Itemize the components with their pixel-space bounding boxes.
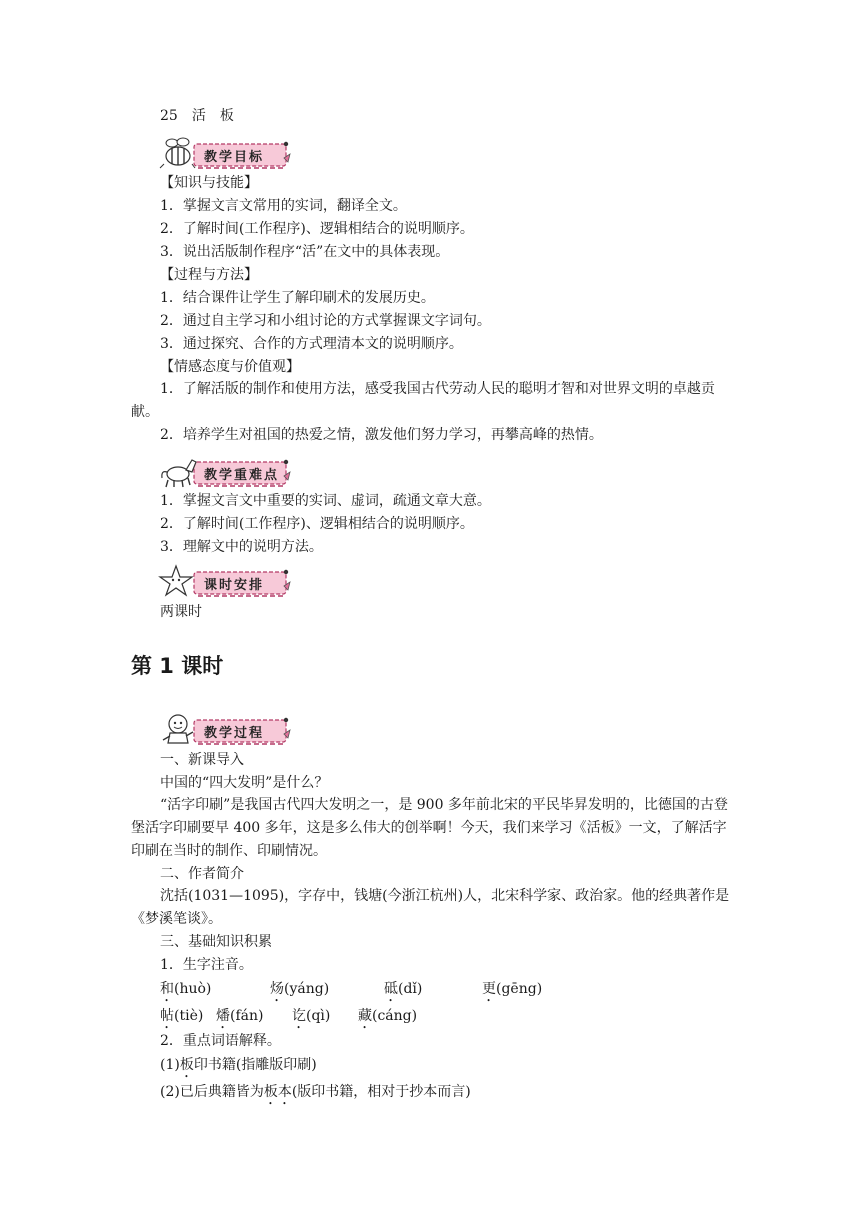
teaching-process-label: 教学过程 xyxy=(204,726,265,741)
pinyin-char: 燔 xyxy=(216,1008,230,1024)
pinyin-reading: (yáng) xyxy=(284,981,330,997)
pinyin-char: 和 xyxy=(160,981,174,997)
pinyin-heading: 1．生字注音。 xyxy=(160,957,253,973)
knowledge-item: 2．了解时间(工作程序)、逻辑相结合的说明顺序。 xyxy=(160,221,474,237)
pinyin-reading: (dǐ) xyxy=(398,981,423,997)
key-points-badge xyxy=(158,452,292,490)
teaching-goals-label: 教学目标 xyxy=(204,150,265,165)
knowledge-heading: 【知识与技能】 xyxy=(160,175,258,191)
pinyin-char: 帖 xyxy=(160,1008,174,1024)
pinyin-reading: (qì) xyxy=(306,1008,331,1024)
pinyin-reading: (cáng) xyxy=(372,1008,418,1024)
pinyin-reading: (gēng) xyxy=(496,981,543,997)
intro-paragraph: “活字印刷”是我国古代四大发明之一，是 900 多年前北宋的平民毕昇发明的，比德国的古登堡活字印刷要早 400 多年，这是多么伟大的创举啊！今天，我们来学习《活板》一文，了解活字印刷在当时的制作、印刷情况。 xyxy=(131,797,728,859)
schedule-badge xyxy=(158,562,292,600)
vocab-item xyxy=(160,1082,471,1108)
pinyin-char: 更 xyxy=(482,981,496,997)
pinyin-entry xyxy=(292,1006,330,1032)
teaching-goals-badge xyxy=(158,134,292,172)
key-point-item: 1．掌握文言文中重要的实词、虚词，疏通文章大意。 xyxy=(160,493,491,509)
pinyin-reading: (tiè) xyxy=(174,1008,204,1024)
pinyin-entry xyxy=(160,1006,203,1032)
key-points-label: 教学重难点 xyxy=(204,468,280,483)
pinyin-entry xyxy=(270,979,329,1005)
vocab-prefix: (2)已后典籍皆为 xyxy=(160,1084,264,1100)
attitude-item: 2．培养学生对祖国的热爱之情，激发他们努力学习，再攀高峰的热情。 xyxy=(160,427,603,443)
key-point-item: 2．了解时间(工作程序)、逻辑相结合的说明顺序。 xyxy=(160,516,474,532)
pinyin-char: 砥 xyxy=(384,981,398,997)
vocab-prefix: (1) xyxy=(160,1057,180,1073)
knowledge-item: 3．说出活版制作程序“活”在文中的具体表现。 xyxy=(160,244,450,260)
process-method-item: 3．通过探究、合作的方式理清本文的说明顺序。 xyxy=(160,336,463,352)
author-heading: 二、作者简介 xyxy=(160,866,244,882)
pinyin-entry xyxy=(384,979,422,1005)
vocab-item xyxy=(160,1055,317,1081)
intro-heading: 一、新课导入 xyxy=(160,752,244,768)
attitude-item: 1．了解活版的制作和使用方法，感受我国古代劳动人民的聪明才智和对世界文明的卓越贡献。 xyxy=(131,381,715,420)
teaching-process-badge xyxy=(158,710,292,748)
schedule-text: 两课时 xyxy=(160,604,202,620)
schedule-label: 课时安排 xyxy=(204,578,265,593)
vocab-explanation: (版印书籍，相对于抄本而言) xyxy=(291,1084,471,1100)
pinyin-entry xyxy=(160,979,211,1005)
pinyin-char: 炀 xyxy=(270,981,284,997)
section-heading: 第 1 课时 xyxy=(131,654,224,678)
process-method-heading: 【过程与方法】 xyxy=(160,267,258,283)
vocab-keyword: 板 xyxy=(179,1057,194,1073)
pinyin-entry xyxy=(358,1006,417,1032)
vocab-explanation: 印书籍(指雕版印刷) xyxy=(193,1057,317,1073)
lesson-title: 25 活 板 xyxy=(160,108,234,124)
vocab-keyword: 板本 xyxy=(263,1084,292,1100)
intro-question: 中国的“四大发明”是什么？ xyxy=(160,775,329,791)
basics-heading: 三、基础知识积累 xyxy=(160,934,272,950)
pinyin-char: 讫 xyxy=(292,1008,306,1024)
pinyin-reading: (fán) xyxy=(230,1008,264,1024)
process-method-item: 1．结合课件让学生了解印刷术的发展历史。 xyxy=(160,290,435,306)
process-method-item: 2．通过自主学习和小组讨论的方式掌握课文字词句。 xyxy=(160,313,491,329)
pinyin-entry xyxy=(216,1006,263,1032)
pinyin-reading: (huò) xyxy=(174,981,212,997)
attitude-heading: 【情感态度与价值观】 xyxy=(160,359,300,375)
pinyin-entry xyxy=(482,979,542,1005)
knowledge-item: 1．掌握文言文常用的实词，翻译全文。 xyxy=(160,198,407,214)
pinyin-char: 藏 xyxy=(358,1008,372,1024)
vocab-heading: 2．重点词语解释。 xyxy=(160,1033,281,1049)
author-paragraph: 沈括(1031—1095)，字存中，钱塘(今浙江杭州)人，北宋科学家、政治家。他的经典著作是《梦溪笔谈》。 xyxy=(131,888,730,927)
key-point-item: 3．理解文中的说明方法。 xyxy=(160,539,323,555)
